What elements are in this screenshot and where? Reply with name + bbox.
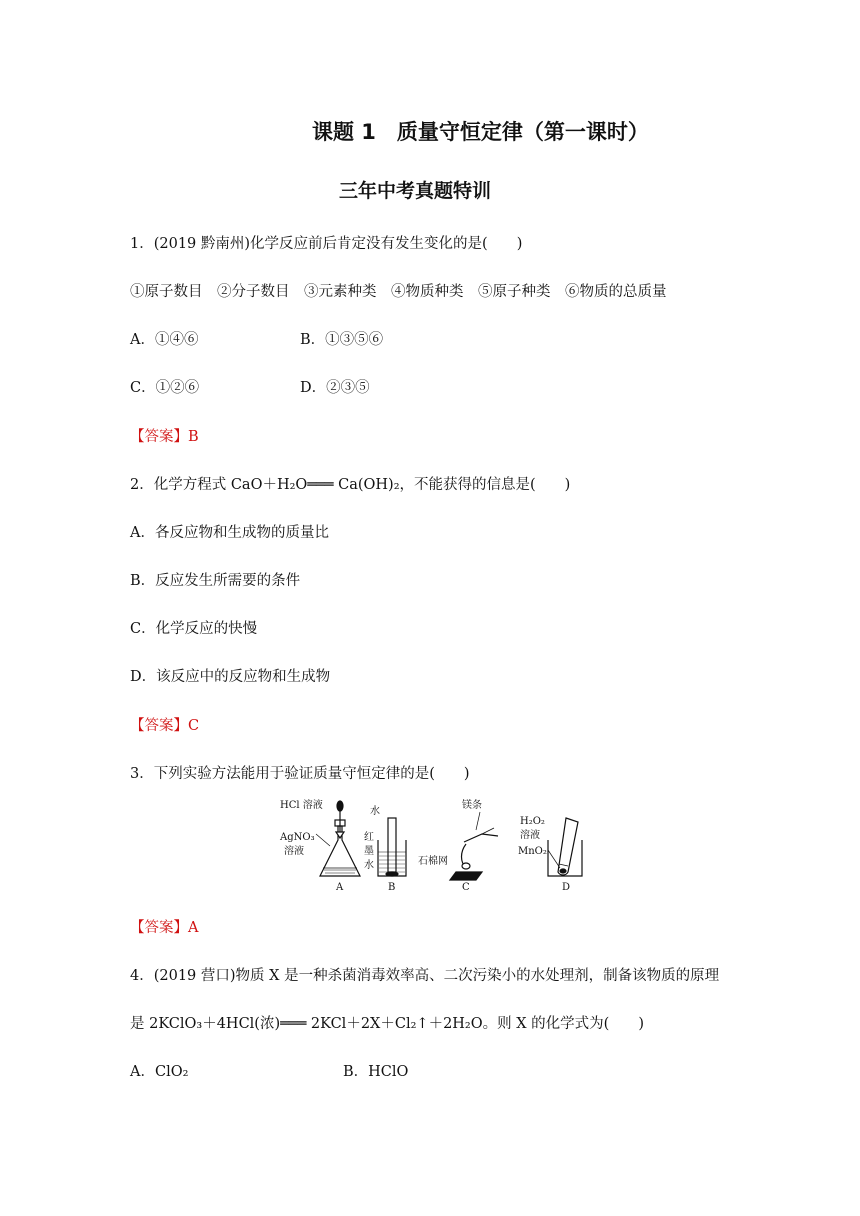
apparatus-a	[320, 801, 360, 876]
apparatus-d	[548, 818, 582, 876]
q1-option-b: B．①③⑤⑥	[300, 332, 384, 348]
q4-option-a: A．ClO₂	[130, 1064, 189, 1080]
apparatus-c	[450, 828, 498, 880]
q3-stem: 3．下列实验方法能用于验证质量守恒定律的是( )	[130, 766, 470, 782]
fig-d-label-1: H₂O₂	[520, 816, 545, 827]
fig-b-label-3: 墨	[364, 846, 374, 857]
fig-caption-c: C	[462, 882, 470, 892]
q1-items: ①原子数目 ②分子数目 ③元素种类 ④物质种类 ⑤原子种类 ⑥物质的总质量	[130, 284, 667, 300]
fig-d-label-2: 溶液	[520, 830, 540, 841]
q2-option-a: A．各反应物和生成物的质量比	[130, 525, 329, 541]
q4-option-b: B．HClO	[343, 1064, 409, 1080]
fig-b-label-4: 水	[364, 860, 374, 871]
q2-option-c: C．化学反应的快慢	[130, 621, 258, 637]
q1-option-a: A．①④⑥	[130, 332, 199, 348]
page-title: 课题 1 质量守恒定律（第一课时）	[312, 120, 649, 144]
q1-option-c: C．①②⑥	[130, 380, 200, 396]
q1-option-d: D．②③⑤	[300, 380, 370, 396]
q2-option-b: B．反应发生所需要的条件	[130, 573, 301, 589]
section-subtitle: 三年中考真题特训	[339, 180, 492, 202]
experiment-figure	[276, 796, 588, 892]
fig-a-label-bot: 溶液	[284, 846, 304, 857]
q1-answer: 【答案】B	[130, 429, 199, 445]
q3-answer: 【答案】A	[130, 920, 199, 936]
fig-c-label-2: 石棉网	[418, 856, 448, 867]
fig-caption-a: A	[336, 882, 344, 892]
fig-c-label-1: 镁条	[462, 800, 482, 811]
fig-d-label-3: MnO₂	[518, 846, 547, 857]
q1-stem: 1．(2019 黔南州)化学反应前后肯定没有发生变化的是( )	[130, 236, 523, 252]
q2-answer: 【答案】C	[130, 718, 200, 734]
fig-b-label-2: 红	[364, 832, 374, 843]
q4-stem: 4．(2019 营口)物质 X 是一种杀菌消毒效率高、二次污染小的水处理剂，制备该物质的原理	[130, 968, 720, 984]
fig-caption-d: D	[562, 882, 571, 892]
q2-option-d: D．该反应中的反应物和生成物	[130, 669, 331, 685]
q2-stem: 2．化学方程式 CaO＋H₂O═══ Ca(OH)₂，不能获得的信息是( )	[130, 477, 571, 493]
apparatus-b	[378, 818, 406, 876]
q4-stem-continued: 是 2KClO₃＋4HCl(浓)═══ 2KCl＋2X＋Cl₂↑＋2H₂O。则 X 的化学式为( )	[130, 1016, 644, 1032]
fig-caption-b: B	[388, 882, 396, 892]
fig-a-label-mid: AgNO₃	[280, 832, 315, 843]
fig-a-label-top: HCl 溶液	[280, 800, 323, 811]
fig-b-label-1: 水	[370, 806, 380, 817]
